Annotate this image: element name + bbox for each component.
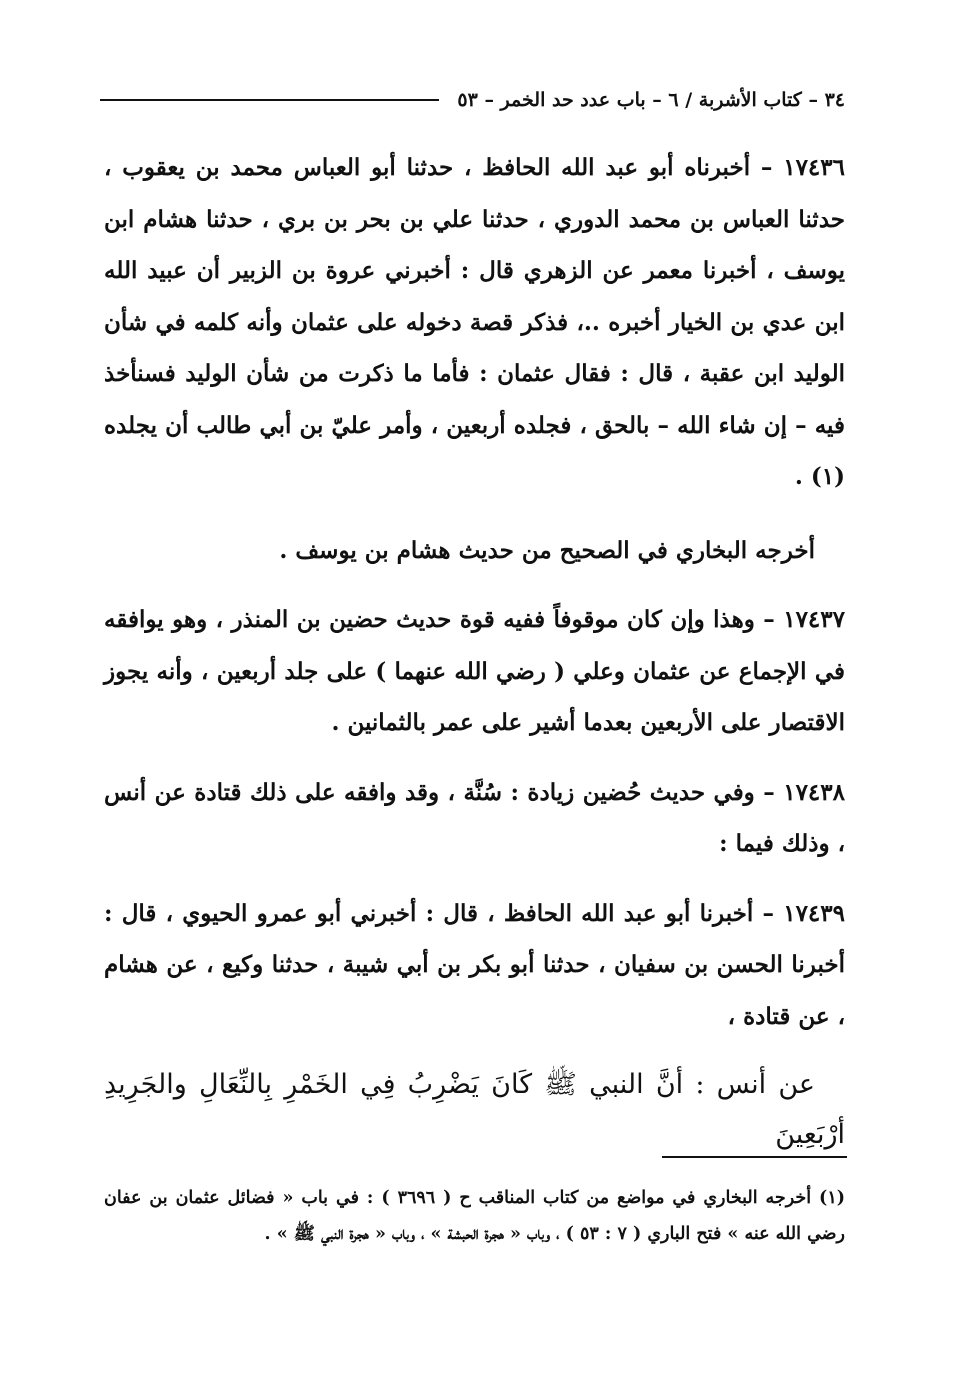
hadith-text: عن أنس : أنَّ النبي ﷺ كَانَ يَضْرِبُ فِي الخَمْرِ بِالنِّعَالِ والجَرِيدِ أرْبَعِينَ [104,1069,845,1150]
paragraph-17439: ١٧٤٣٩ – أخبرنا أبو عبد الله الحافظ ، قال : أخبرني أبو عمرو الحيوي ، قال : أخبرنا الحسن بن سفيان ، حدثنا أبو بكر بن أبي شيبة ، حدثنا وكيع ، عن هشام ، عن قتادة ، [104,899,845,1030]
paragraph-17436: ١٧٤٣٦ – أخبرناه أبو عبد الله الحافظ ، حدثنا أبو العباس محمد بن يعقوب ، حدثنا العباس بن محمد الدوري ، حدثنا علي بن بحر بن بري ، حدثنا هشام ابن يوسف ، أخبرنا معمر عن الزهري قال : أخبرني عروة بن الزبير أن عبيد الله ابن عدي بن الخيار أخبره ..، فذكر قصة دخوله على عثمان وأنه كلمه في شأن الوليد ابن عقبة ، قال : فقال عثمان : فأما ما ذكرت من شأن الوليد فسنأخذ فيه – إن شاء الله – بالحق ، فجلده أربعين ، وأمر عليّ بن أبي طالب أن يجلده (١) . [104,154,845,490]
footnote: (١) أخرجه البخاري في مواضع من كتاب المناقب ح ( ٣٦٩٦ ) : في باب « فضائل عثمان بن عفان رضي الله عنه » فتح الباري ( ٧ : ٥٣ ) ، وباب « هجرة الحبشة » ، وباب « هجرة النبي ﷺ » . [104,1188,845,1244]
header-rule [100,99,439,101]
footnote-rule [662,1156,847,1158]
paragraph-17438: ١٧٤٣٨ – وفي حديث حُضين زيادة : سُنَّة ، وقد وافقه على ذلك قتادة عن أنس ، وذلك فيما : [104,778,845,857]
paragraph-17437: ١٧٤٣٧ – وهذا وإن كان موقوفاً ففيه قوة حديث حضين بن المنذر ، وهو يوافقه في الإجماع عن عثمان وعلي ( رضي الله عنهما ) على جلد أربعين ، وأنه يجوز الاقتصار على الأربعين بعدما أشير على عمر بالثمانين . [104,606,845,736]
main-text [104,142,845,1187]
paragraph-bukhari-note: أخرجه البخاري في الصحيح من حديث هشام بن يوسف . [279,536,815,564]
running-header [100,80,845,120]
running-title: ٣٤ – كتاب الأشربة / ٦ – باب عدد حد الخمر – ٥٣ [457,89,845,111]
